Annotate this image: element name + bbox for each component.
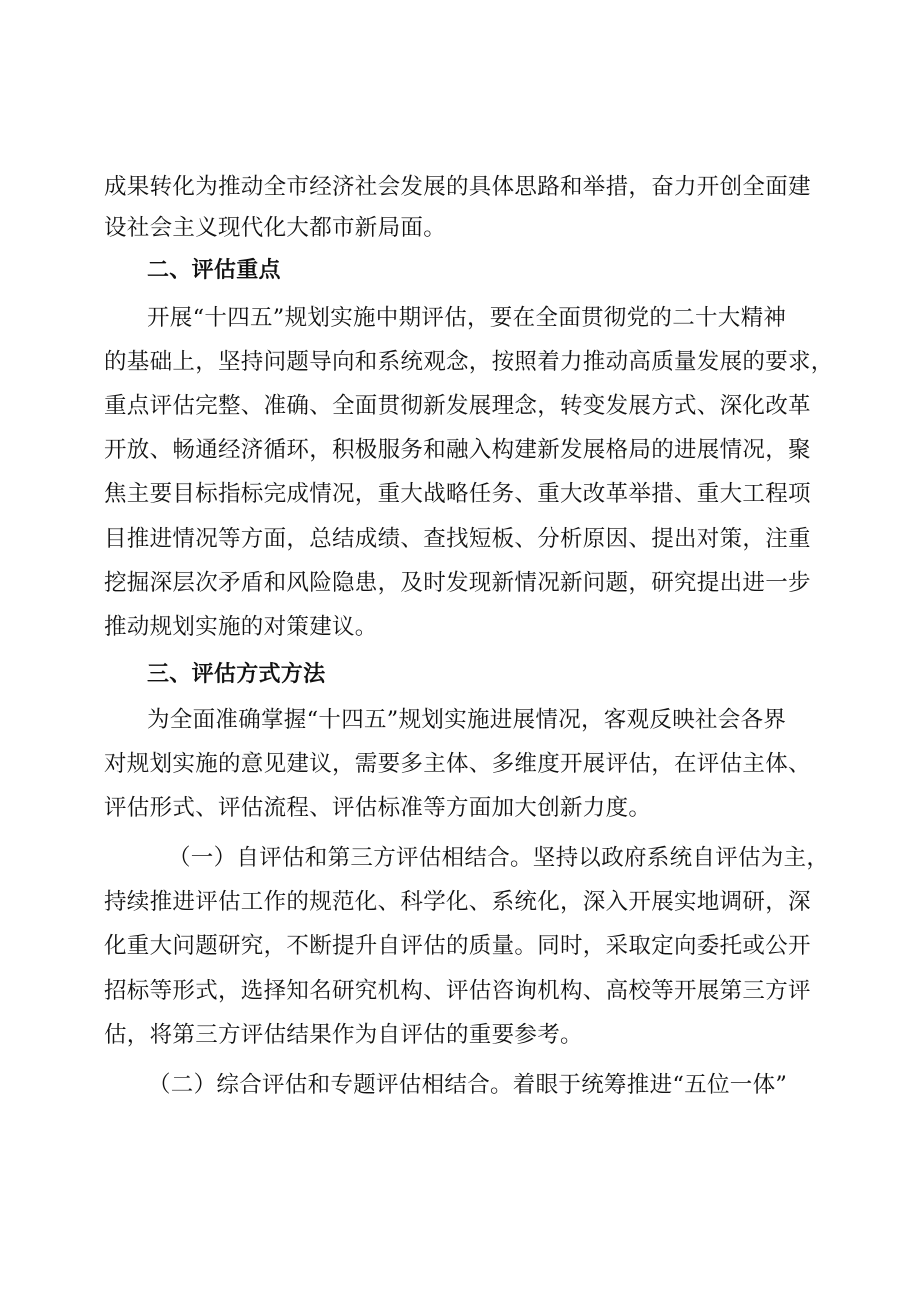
paragraph-line: 开展“十四五”规划实施中期评估，要在全面贯彻党的二十大精神 bbox=[147, 305, 787, 331]
paragraph-line: 持续推进评估工作的规范化、科学化、系统化，深入开展实地调研，深 bbox=[104, 889, 811, 915]
paragraph-line: 化重大问题研究，不断提升自评估的质量。同时，采取定向委托或公开 bbox=[104, 933, 811, 959]
paragraph-line: 的基础上，坚持问题导向和系统观念，按照着力推动高质量发展的要求， bbox=[104, 349, 834, 375]
paragraph-line: 设社会主义现代化大都市新局面。 bbox=[104, 215, 447, 241]
paragraph-line: 评估形式、评估流程、评估标准等方面加大创新力度。 bbox=[104, 795, 652, 821]
paragraph-line: 推动规划实施的对策建议。 bbox=[104, 614, 378, 640]
paragraph-line: 为全面准确掌握“十四五”规划实施进展情况，客观反映社会各界 bbox=[147, 707, 787, 733]
section-heading-2: 二、评估重点 bbox=[147, 258, 281, 283]
paragraph-line: 目推进情况等方面，总结成绩、查找短板、分析原因、提出对策，注重 bbox=[104, 526, 811, 552]
paragraph-line: 重点评估完整、准确、全面贯彻新发展理念，转变发展方式、深化改革 bbox=[104, 393, 811, 419]
paragraph-line: 开放、畅通经济循环，积极服务和融入构建新发展格局的进展情况，聚 bbox=[104, 437, 811, 463]
paragraph-line: （一）自评估和第三方评估相结合。坚持以政府系统自评估为主， bbox=[168, 845, 830, 871]
section-heading-3: 三、评估方式方法 bbox=[147, 662, 326, 687]
paragraph-line: 招标等形式，选择知名研究机构、评估咨询机构、高校等开展第三方评 bbox=[104, 978, 811, 1004]
paragraph-line: （二）综合评估和专题评估相结合。着眼于统筹推进“五位一体” bbox=[148, 1072, 788, 1098]
paragraph-line: 估，将第三方评估结果作为自评估的重要参考。 bbox=[104, 1022, 583, 1048]
paragraph-line: 对规划实施的意见建议，需要多主体、多维度开展评估，在评估主体、 bbox=[104, 751, 811, 777]
paragraph-line: 成果转化为推动全市经济社会发展的具体思路和举措，奋力开创全面建 bbox=[104, 174, 811, 200]
paragraph-line: 挖掘深层次矛盾和风险隐患，及时发现新情况新问题，研究提出进一步 bbox=[104, 570, 811, 596]
paragraph-line: 焦主要目标指标完成情况，重大战略任务、重大改革举措、重大工程项 bbox=[104, 481, 811, 507]
